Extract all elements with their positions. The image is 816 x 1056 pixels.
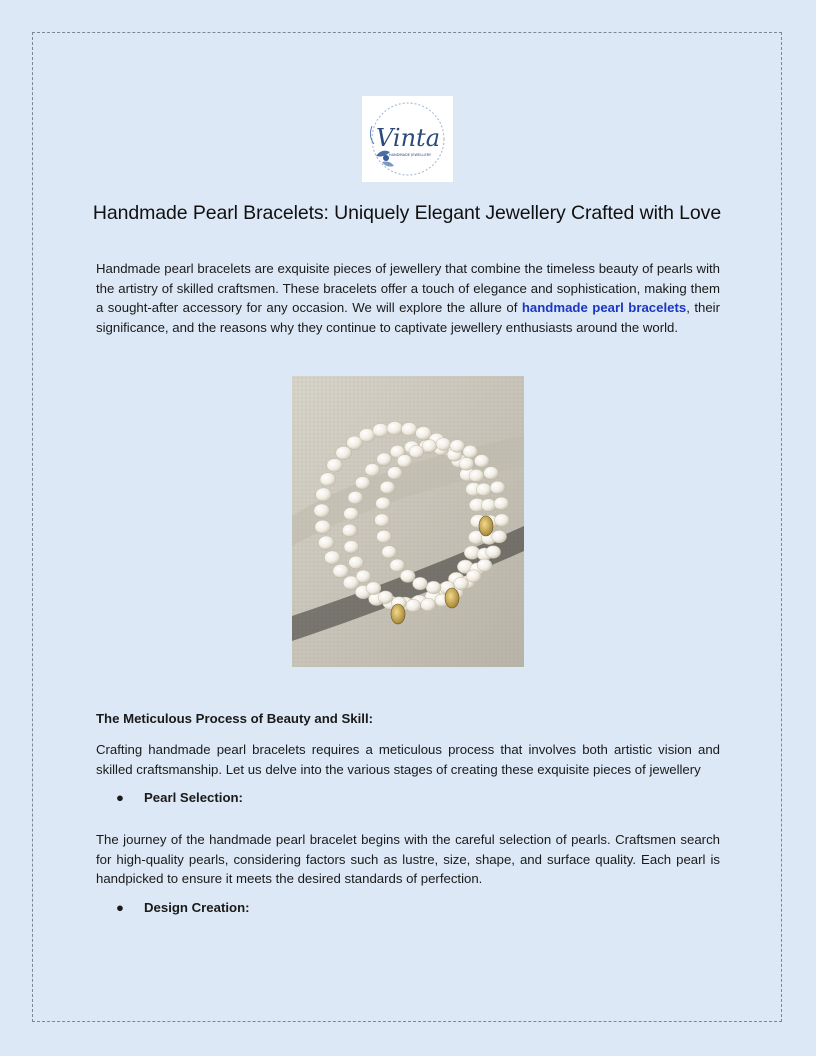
- intro-paragraph: [96, 259, 720, 337]
- process-paragraph: Crafting handmade pearl bracelets requires a meticulous process that involves both artistic vision and skilled craftsmanship. Let us delve into the various stages of creating these exquisite pieces of jewellery: [96, 742, 720, 777]
- bullet-label: Design Creation:: [144, 900, 250, 915]
- intro-text-end: , their significance, and the reasons why they continue to captivate jewellery enthusiasts around the world.: [96, 300, 720, 335]
- logo-wordmark: Vinta: [376, 124, 440, 152]
- bullet-marker: ●: [116, 900, 124, 915]
- logo-tagline: HANDMADE JEWELLERY: [388, 153, 432, 157]
- pearl-bracelets-photo: [292, 376, 524, 667]
- brand-logo: [362, 96, 453, 182]
- document-title: Handmade Pearl Bracelets: Uniquely Elegant Jewellery Crafted with Love: [92, 202, 722, 224]
- bullet-design-creation: [116, 900, 250, 915]
- pearl-selection-paragraph: The journey of the handmade pearl bracelet begins with the careful selection of pearls. Craftsmen search for high-quality pearls, considering factors such as lustre, size, shape, and surface quality. Each pearl is handpicked to ensure it meets the desired standards of perfection.: [96, 832, 720, 887]
- bullet-marker: ●: [116, 790, 124, 805]
- bullet-label: Pearl Selection:: [144, 790, 243, 805]
- bullet-pearl-selection: [116, 790, 243, 805]
- intro-text-start: Handmade pearl bracelets are exquisite pieces of jewellery that combine the timeless beauty of pearls with the artistry of skilled craftsmen. These bracelets offer a touch of elegance and sophistication, making them a sought-after accessory for any occasion. We will explore the allure of: [96, 261, 720, 316]
- handmade-pearl-bracelets-link[interactable]: handmade pearl bracelets: [521, 300, 687, 316]
- process-heading: The Meticulous Process of Beauty and Skill:: [96, 711, 374, 726]
